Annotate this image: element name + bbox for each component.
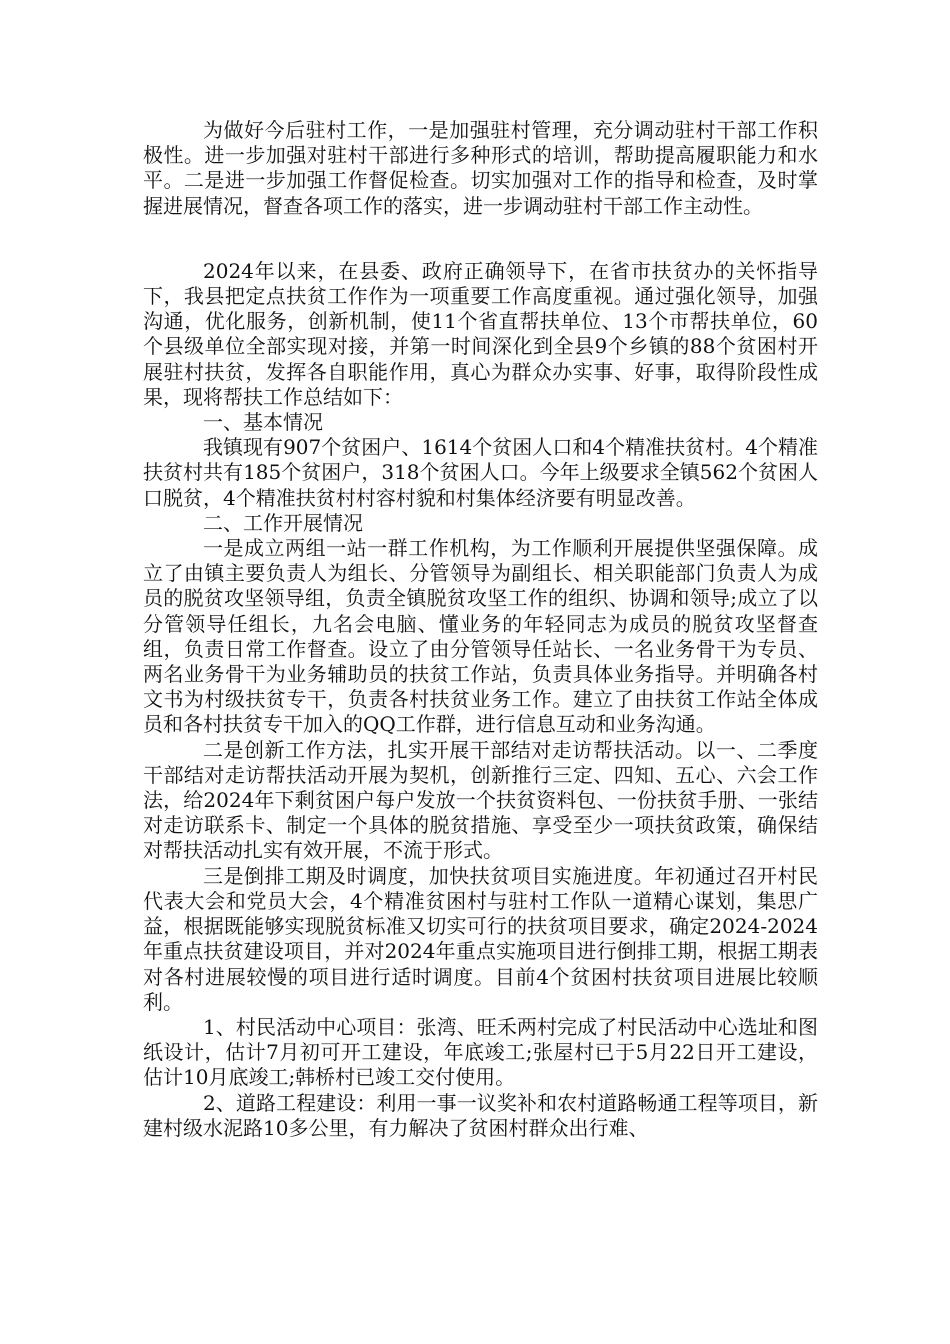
paragraph-basic-situation: 我镇现有907个贫困户、1614个贫困人口和4个精准扶贫村。4个精准扶贫村共有185个贫困户，318个贫困人口。今年上级要求全镇562个贫困人口脱贫，4个精准扶贫村村容村貌和村集体经济要有明显改善。 xyxy=(143,435,818,510)
paragraph-work-item-1: 一是成立两组一站一群工作机构，为工作顺利开展提供坚强保障。成立了由镇主要负责人为组长、分管领导为副组长、相关职能部门负责人为成员的脱贫攻坚领导组，负责全镇脱贫攻坚工作的组织、协调和领导;成立了以分管领导任组长，九名会电脑、懂业务的年轻同志为成员的脱贫攻坚督查组，负责日常工作督查。设立了由分管领导任站长、一名业务骨干为专员、两名业务骨干为业务辅助员的扶贫工作站，负责具体业务指导。并明确各村文书为村级扶贫专干，负责各村扶贫业务工作。建立了由扶贫工作站全体成员和各村扶贫专干加入的QQ工作群，进行信息互动和业务沟通。 xyxy=(143,536,818,737)
paragraph-spacer xyxy=(143,219,818,259)
document-body xyxy=(143,118,818,1141)
paragraph-summary-intro: 2024年以来，在县委、政府正确领导下，在省市扶贫办的关怀指导下，我县把定点扶贫工作作为一项重要工作高度重视。通过强化领导，加强沟通，优化服务，创新机制，使11个省直帮扶单位、13个市帮扶单位，60个县级单位全部实现对接，并第一时间深化到全县9个乡镇的88个贫困村开展驻村扶贫，发挥各自职能作用，真心为群众办实事、好事，取得阶段性成果，现将帮扶工作总结如下： xyxy=(143,258,818,409)
paragraph-work-item-3: 三是倒排工期及时调度，加快扶贫项目实施进度。年初通过召开村民代表大会和党员大会，4个精准贫困村与驻村工作队一道精心谋划，集思广益，根据既能够实现脱贫标准又切实可行的扶贫项目要求，确定2024-2024年重点扶贫建设项目，并对2024年重点实施项目进行倒排工期，根据工期表对各村进展较慢的项目进行适时调度。目前4个贫困村扶贫项目进展比较顺利。 xyxy=(143,863,818,1014)
paragraph-work-item-2: 二是创新工作方法，扎实开展干部结对走访帮扶活动。以一、二季度干部结对走访帮扶活动开展为契机，创新推行三定、四知、五心、六会工作法，给2024年下剩贫困户每户发放一个扶贫资料包、一份扶贫手册、一张结对走访联系卡、制定一个具体的脱贫措施、享受至少一项扶贫政策，确保结对帮扶活动扎实有效开展，不流于形式。 xyxy=(143,737,818,863)
section-heading-work: 二、工作开展情况 xyxy=(203,510,363,535)
section-heading-basic: 一、基本情况 xyxy=(203,410,323,435)
paragraph-project-2: 2、道路工程建设：利用一事一议奖补和农村道路畅通工程等项目，新建村级水泥路10多公里，有力解决了贫困村群众出行难、 xyxy=(143,1090,818,1140)
paragraph-village-work: 为做好今后驻村工作，一是加强驻村管理，充分调动驻村干部工作积极性。进一步加强对驻村干部进行多种形式的培训，帮助提高履职能力和水平。二是进一步加强工作督促检查。切实加强对工作的指导和检查，及时掌握进展情况，督查各项工作的落实，进一步调动驻村干部工作主动性。 xyxy=(143,118,818,218)
paragraph-project-1: 1、村民活动中心项目：张湾、旺禾两村完成了村民活动中心选址和图纸设计，估计7月初可开工建设，年底竣工;张屋村已于5月22日开工建设，估计10月底竣工;韩桥村已竣工交付使用。 xyxy=(143,1014,818,1090)
